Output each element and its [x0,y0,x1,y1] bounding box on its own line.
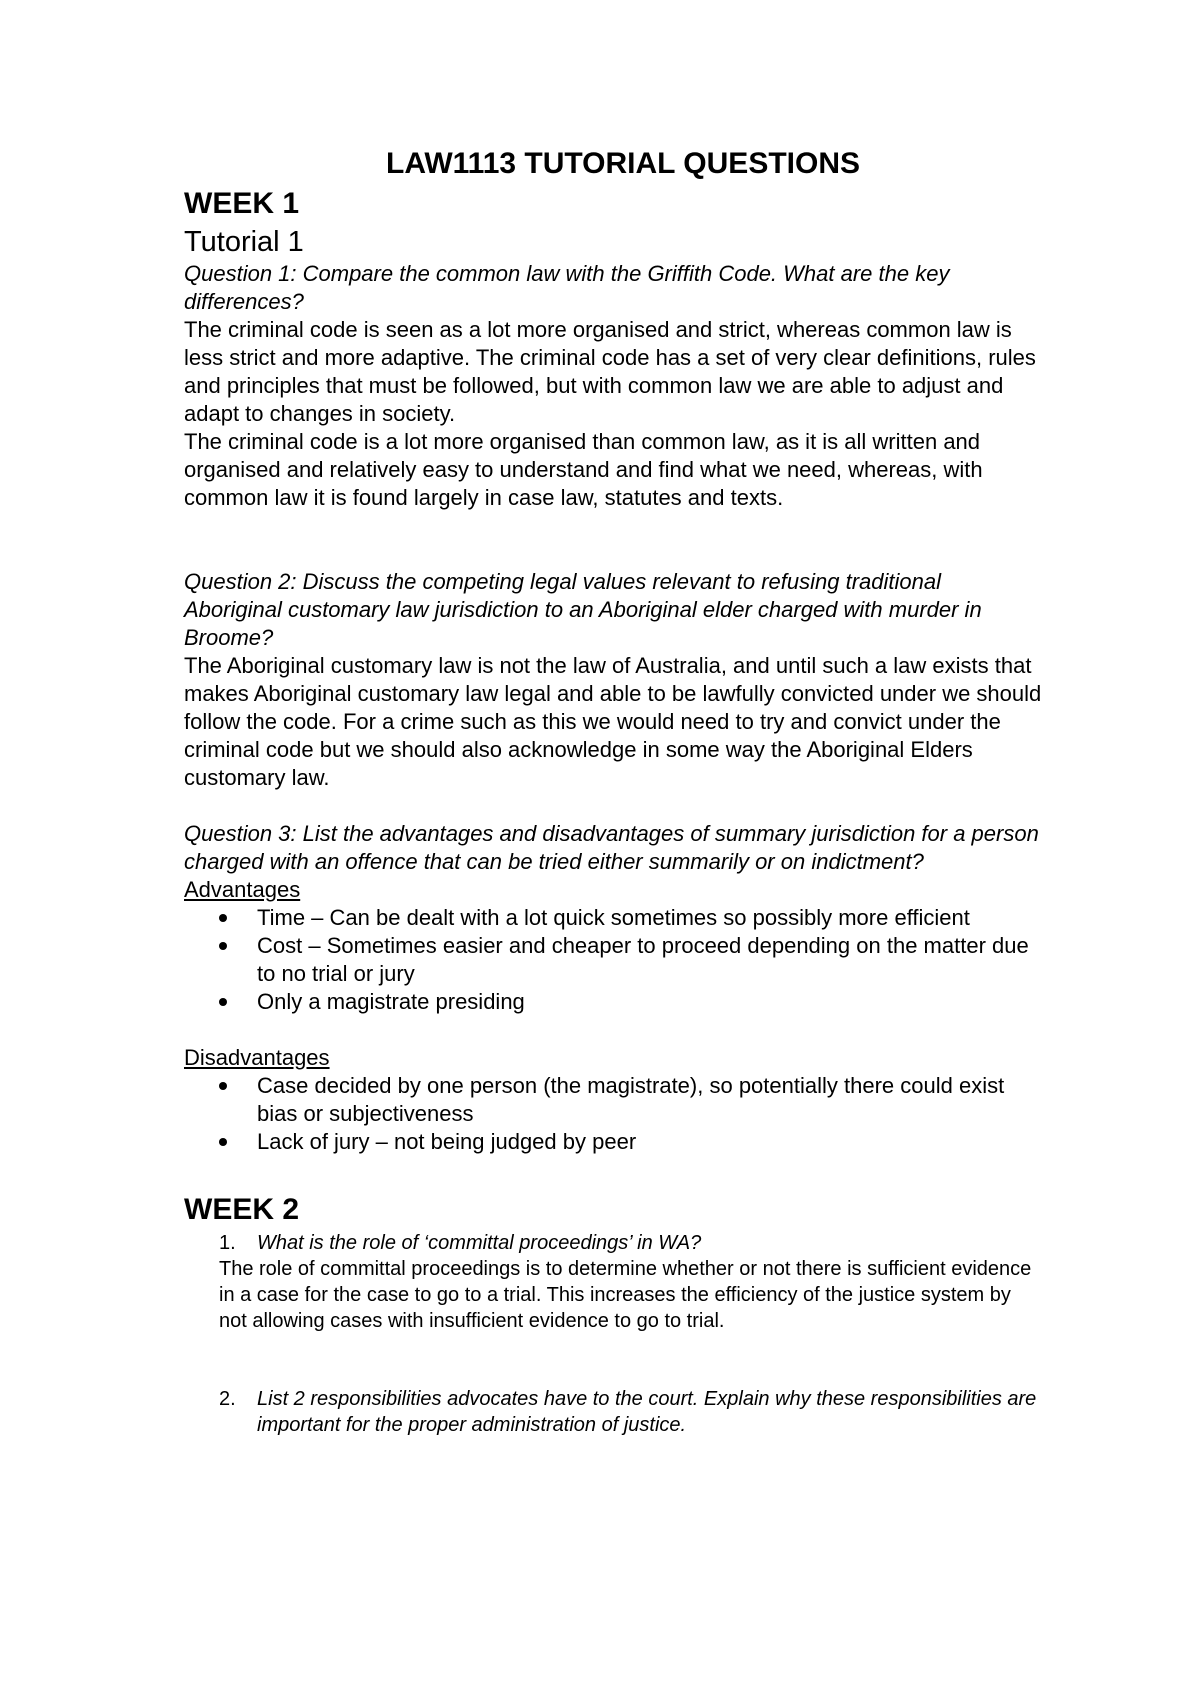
week2-answer-1: The role of committal proceedings is to determine whether or not there is sufficient evidence in a case for the case to go to a trial. This increases the efficiency of the justice system by not allowing cases with insufficient evidence to go to trial. [219,1258,1032,1332]
bullet-icon [219,1138,227,1146]
list-item-text: Cost – Sometimes easier and cheaper to proceed depending on the matter due to no trial or jury [257,933,1029,986]
week2-question-list-2 [184,1386,1044,1438]
question-1: Question 1: Compare the common law with the Griffith Code. What are the key differences? [184,261,950,314]
list-item [184,1386,1044,1438]
list-item [184,1072,1044,1128]
week2-question-list [184,1230,1044,1256]
list-item [184,1230,1044,1256]
list-item [184,932,1044,988]
bullet-icon [219,914,227,922]
advantages-label: Advantages [184,877,301,902]
week1-heading: WEEK 1 [184,187,300,220]
bullet-icon [219,998,227,1006]
document-title: LAW1113 TUTORIAL QUESTIONS [386,147,860,180]
list-item [184,988,1044,1016]
tutorial1-heading: Tutorial 1 [184,226,304,258]
document-content [184,146,1044,1438]
list-item-text: Lack of jury – not being judged by peer [257,1129,637,1154]
week2-question-1: What is the role of ‘committal proceedings’ in WA? [257,1232,702,1254]
list-item-text: Case decided by one person (the magistrate), so potentially there could exist bias or subjectiveness [257,1073,1005,1126]
answer-2: The Aboriginal customary law is not the law of Australia, and until such a law exists that makes Aboriginal customary law legal and able to be lawfully convicted under we should follow the code. For a crime such as this we would need to try and convict under the criminal code but we should also acknowledge in some way the Aboriginal Elders customary law. [184,653,1042,790]
list-item [184,1128,1044,1156]
list-number: 2. [219,1388,236,1410]
week2-heading: WEEK 2 [184,1193,300,1226]
advantages-list [184,904,1044,1016]
disadvantages-label: Disadvantages [184,1045,330,1070]
list-item [184,904,1044,932]
list-number: 1. [219,1232,236,1254]
bullet-icon [219,942,227,950]
week2-question-2: List 2 responsibilities advocates have to the court. Explain why these responsibilities are important for the proper administration of justice. [257,1388,1037,1436]
question-2: Question 2: Discuss the competing legal values relevant to refusing traditional Aboriginal customary law jurisdiction to an Aboriginal elder charged with murder in Broome? [184,569,982,650]
answer-1-paragraph-2: The criminal code is a lot more organised than common law, as it is all written and organised and relatively easy to understand and find what we need, whereas, with common law it is found largely in case law, statutes and texts. [184,429,983,510]
list-item-text: Only a magistrate presiding [257,989,525,1014]
bullet-icon [219,1082,227,1090]
answer-1-paragraph-1: The criminal code is seen as a lot more organised and strict, whereas common law is less strict and more adaptive. The criminal code has a set of very clear definitions, rules and principles that must be followed, but with common law we are able to adjust and adapt to changes in society. [184,317,1036,426]
disadvantages-list [184,1072,1044,1156]
list-item-text: Time – Can be dealt with a lot quick sometimes so possibly more efficient [257,905,970,930]
question-3: Question 3: List the advantages and disadvantages of summary jurisdiction for a person charged with an offence that can be tried either summarily or on indictment? [184,821,1039,874]
